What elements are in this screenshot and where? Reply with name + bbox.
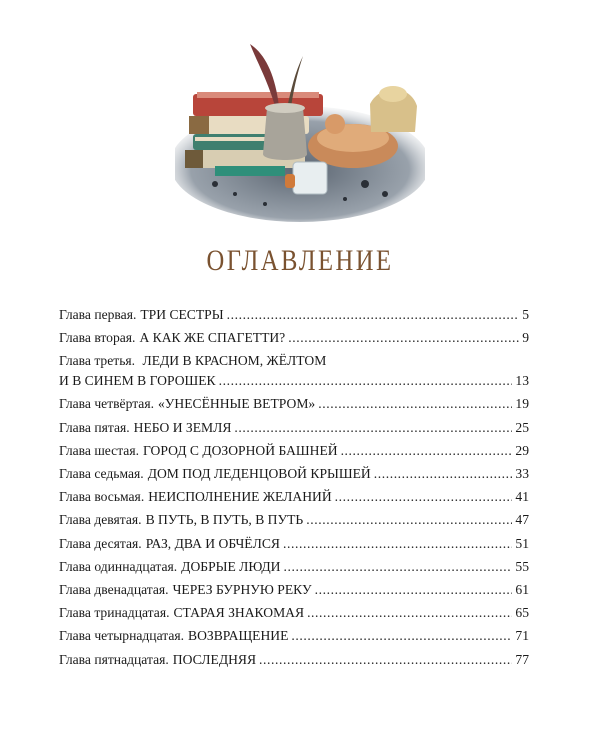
chapter-label: Глава вторая.: [59, 330, 136, 346]
chapter-title: «УНЕСЁННЫЕ ВЕТРОМ»: [158, 396, 316, 412]
toc-entry[interactable]: [59, 578, 529, 601]
page-number: 9: [522, 330, 529, 346]
page-number: 65: [515, 605, 529, 621]
toc-entry-row: [59, 601, 529, 624]
chapter-label: Глава пятая.: [59, 419, 130, 435]
toc-entry[interactable]: [59, 601, 529, 624]
chapter-label: Глава девятая.: [59, 512, 142, 528]
still-life-books-inkwell-illustration: [175, 34, 425, 224]
page-number: 71: [515, 628, 529, 644]
toc-entry[interactable]: [59, 624, 529, 647]
chapter-title: ГОРОД С ДОЗОРНОЙ БАШНЕЙ: [143, 442, 338, 458]
leader-dots: [335, 485, 513, 508]
toc-entry[interactable]: [59, 303, 529, 326]
toc-entry[interactable]: [59, 462, 529, 485]
page-number: 5: [522, 307, 529, 322]
toc-entry-row: [59, 578, 529, 601]
leader-dots: [259, 648, 512, 671]
toc-entry[interactable]: [59, 532, 529, 555]
toc-entry-row: [59, 624, 529, 647]
chapter-label: Глава тринадцатая.: [59, 605, 170, 621]
page-number: 29: [515, 442, 529, 458]
chapter-title: В ПУТЬ, В ПУТЬ, В ПУТЬ: [145, 512, 304, 528]
toc-entry[interactable]: [59, 508, 529, 531]
chapter-title: НЕБО И ЗЕМЛЯ: [133, 419, 232, 435]
page-number: 61: [515, 582, 529, 598]
toc-entry-row: [59, 508, 529, 531]
chapter-title: А КАК ЖЕ СПАГЕТТИ?: [139, 330, 286, 346]
chapter-title: НЕИСПОЛНЕНИЕ ЖЕЛАНИЙ: [148, 489, 332, 505]
chapter-title: ПОСЛЕДНЯЯ: [172, 651, 257, 667]
chapter-title: ЛЕДИ В КРАСНОМ, ЖЁЛТОМ: [142, 353, 327, 369]
toc-entry[interactable]: [59, 349, 529, 392]
toc-entry-row: [59, 462, 529, 485]
leader-dots: [374, 462, 513, 485]
page-title: ОГЛАВЛЕНИЕ: [206, 244, 394, 277]
toc-entry-row: [59, 532, 529, 555]
leader-dots: [315, 578, 513, 601]
toc-entry-line1: [59, 351, 529, 371]
leader-dots: [318, 392, 512, 415]
chapter-title-line2: И В СИНЕМ В ГОРОШЕК: [59, 373, 216, 389]
chapter-label: Глава первая.: [59, 307, 137, 322]
wicker-basket: [370, 86, 417, 132]
toc-entry[interactable]: [59, 648, 529, 671]
leader-dots: [283, 532, 512, 555]
chapter-label: Глава четвёртая.: [59, 396, 154, 412]
chapter-title: ДОБРЫЕ ЛЮДИ: [181, 558, 281, 574]
toc-entry-row: [59, 485, 529, 508]
chapter-title: ТРИ СЕСТРЫ: [140, 307, 224, 322]
chapter-label: Глава шестая.: [59, 442, 139, 458]
chapter-label: Глава десятая.: [59, 535, 142, 551]
leader-dots: [219, 371, 513, 391]
leader-dots: [291, 624, 512, 647]
page-number: 25: [515, 419, 529, 435]
toc-entry[interactable]: [59, 416, 529, 439]
toc-entry-row: [59, 416, 529, 439]
chapter-label: Глава двенадцатая.: [59, 582, 169, 598]
toc-entry-row: [59, 439, 529, 462]
page-number: 13: [515, 373, 529, 389]
page-number: 19: [515, 396, 529, 412]
chapter-title: ВОЗВРАЩЕНИЕ: [188, 628, 289, 644]
chapter-title: ДОМ ПОД ЛЕДЕНЦОВОЙ КРЫШЕЙ: [147, 466, 371, 482]
toc-entry-row: [59, 648, 529, 671]
leader-dots: [283, 555, 512, 578]
leader-dots: [307, 601, 512, 624]
chapter-title: РАЗ, ДВА И ОБЧЁЛСЯ: [145, 535, 280, 551]
page-number: 41: [515, 489, 529, 505]
toc-entry-line2: [59, 371, 529, 391]
chapter-label: Глава одиннадцатая.: [59, 558, 178, 574]
page-number: 77: [515, 651, 529, 667]
chapter-label: Глава пятнадцатая.: [59, 651, 169, 667]
chapter-title: ЧЕРЕЗ БУРНУЮ РЕКУ: [172, 582, 312, 598]
toc-entry[interactable]: [59, 326, 529, 349]
chapter-title: СТАРАЯ ЗНАКОМАЯ: [173, 605, 305, 621]
leader-dots: [234, 416, 512, 439]
leader-dots: [288, 326, 519, 349]
chapter-label: Глава четырнадцатая.: [59, 628, 185, 644]
toc-entry-row: [59, 326, 529, 349]
toc-entry-row: [59, 303, 529, 326]
toc-entry-row: [59, 392, 529, 415]
toc-entry[interactable]: [59, 439, 529, 462]
page-number: 33: [515, 466, 529, 482]
leader-dots: [306, 508, 512, 531]
page-number: 51: [515, 535, 529, 551]
chapter-label: Глава восьмая.: [59, 489, 145, 505]
page-number: 55: [515, 558, 529, 574]
toc-entry[interactable]: [59, 392, 529, 415]
leader-dots: [341, 439, 513, 462]
chapter-label: Глава седьмая.: [59, 466, 144, 482]
leader-dots: [227, 303, 520, 326]
page-number: 47: [515, 512, 529, 528]
toc-entry-row: [59, 555, 529, 578]
table-of-contents: [59, 303, 529, 671]
chapter-label: Глава третья.: [59, 353, 136, 369]
toc-entry[interactable]: [59, 485, 529, 508]
toc-entry[interactable]: [59, 555, 529, 578]
